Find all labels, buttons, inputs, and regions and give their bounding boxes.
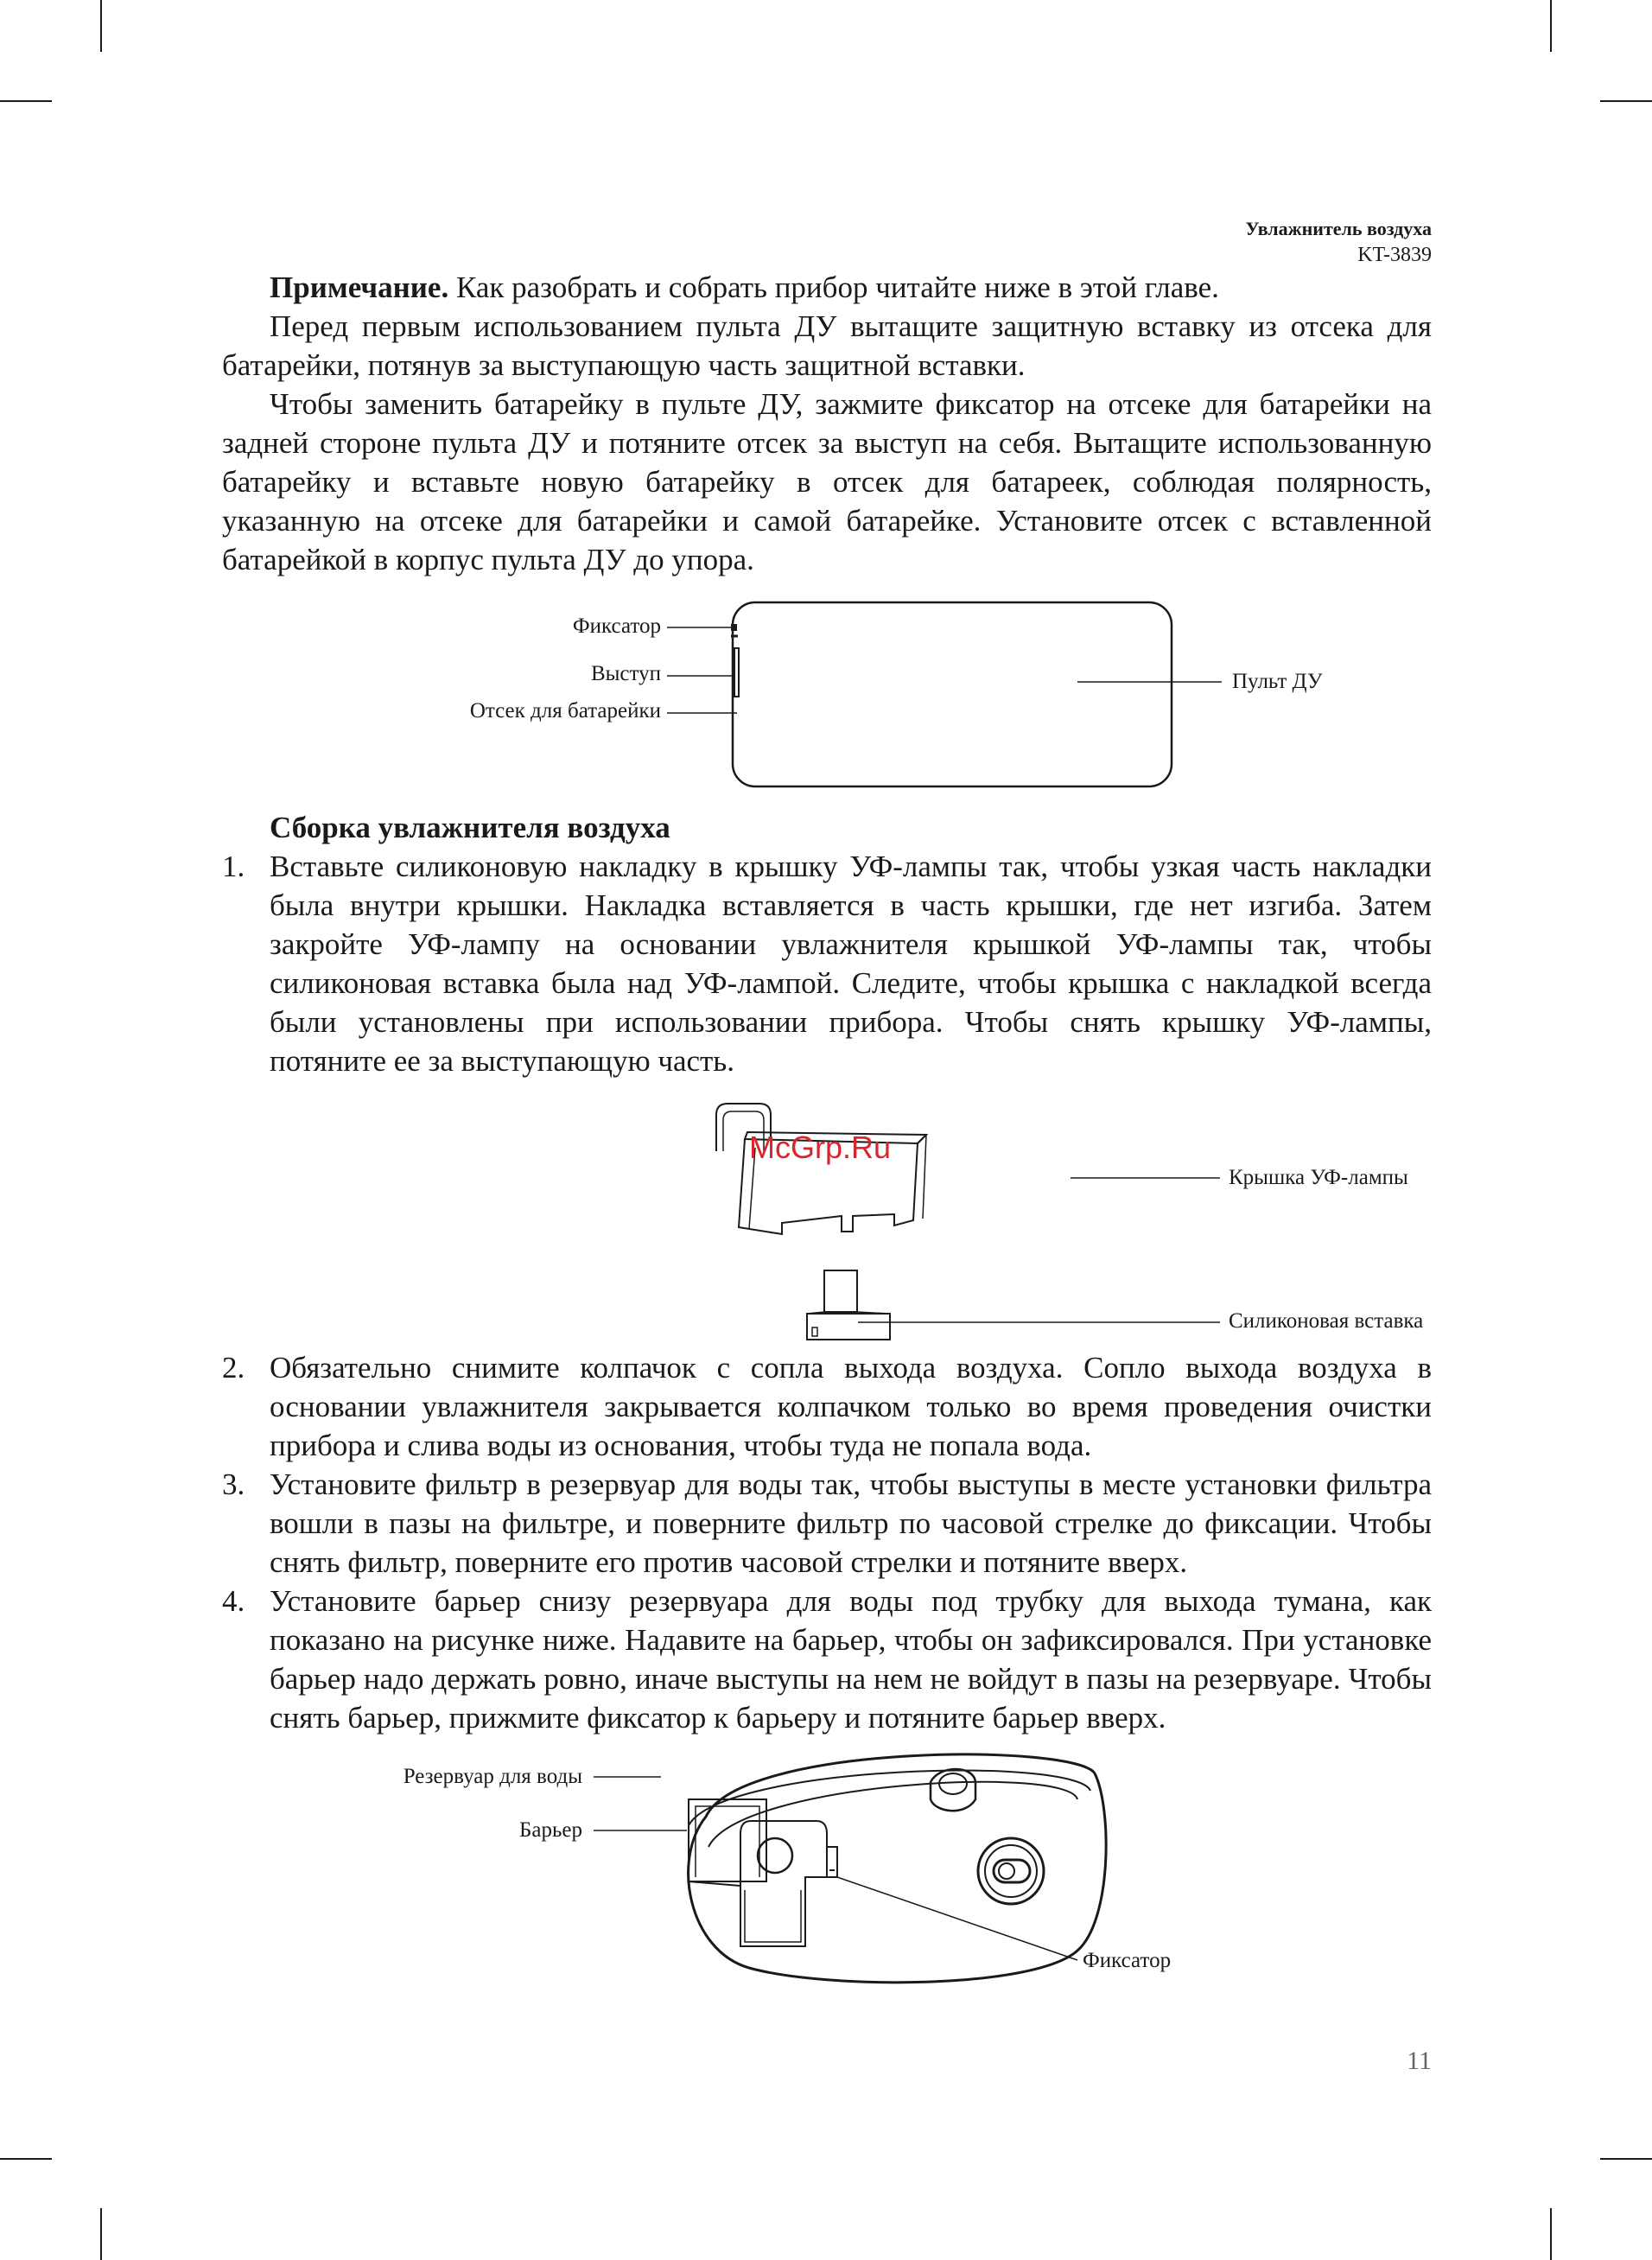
step-4	[222, 1582, 1432, 1737]
page-content	[222, 268, 1432, 1998]
step-text: Установите барьер снизу резервуара для воды под трубку для выхода тумана, как показано на рисунке ниже. Надавите на барьер, чтобы он зафиксировался. При установке барьер надо держать ровно, иначе выступы на нем не войдут в пазы на резервуаре. Чтобы снять барьер, прижмите фиксатор к барьеру и потяните барьер вверх.	[270, 1584, 1432, 1735]
crop-mark	[1600, 100, 1652, 102]
label-silicone-insert: Силиконовая вставка	[1229, 1309, 1424, 1333]
watermark: McGrp.Ru	[749, 1130, 892, 1165]
step-text: Вставьте силиконовую накладку в крышку УФ-лампы так, чтобы узкая часть накладки была внутри крышки. Накладка вставляется в часть крышки, где нет изгиба. Затем закройте УФ-лампу на основании увлажнителя крышкой УФ-лампы так, чтобы силиконовая вставка была над УФ-лампой. Следите, чтобы крышка с накладкой всегда были установлены при использовании прибора. Чтобы снять крышку УФ-лампы, потяните ее за выступающую часть.	[270, 850, 1432, 1078]
label-latch: Фиксатор	[572, 614, 661, 638]
label-tab: Выступ	[590, 662, 661, 685]
step-text: Обязательно снимите колпачок с сопла выхода воздуха. Сопло выхода воздуха в основании увлажнителя закрывается колпачком только во время проведения очистки прибора и слива воды из основания, чтобы туда не попала вода.	[270, 1351, 1432, 1462]
crop-mark	[100, 2208, 102, 2260]
note-text: Как разобрать и собрать прибор читайте ниже в этой главе.	[448, 271, 1219, 304]
label-water-tank: Резервуар для воды	[403, 1765, 582, 1788]
label-barrier: Барьер	[519, 1818, 582, 1842]
header-model: KT-3839	[1357, 244, 1432, 266]
intro-paragraph-1: Перед первым использованием пульта ДУ вытащите защитную вставку из отсека для батарейки, потянув за выступающую часть защитной вставки.	[222, 309, 1432, 382]
intro-paragraph-2: Чтобы заменить батарейку в пульте ДУ, зажмите фиксатор на отсеке для батарейки на задней стороне пульта ДУ и потяните отсек за выступ на себя. Вытащите использованную батарейку и вставьте новую батарейку в отсек для батареек, соблюдая полярность, указанную на отсеке для батарейки и самой батарейке. Установите отсек с вставленной батарейкой в корпус пульта ДУ до упора.	[222, 387, 1432, 576]
step-number: 1.	[222, 850, 245, 883]
crop-mark	[0, 100, 52, 102]
crop-mark	[1550, 2208, 1552, 2260]
crop-mark	[1600, 2158, 1652, 2160]
step-text: Установите фильтр в резервуар для воды так, чтобы выступы в месте установки фильтра вошли в пазы на фильтре, и поверните фильтр по часовой стрелке до фиксации. Чтобы снять фильтр, поверните его против часовой стрелки и потяните вверх.	[270, 1467, 1432, 1579]
label-battery-compartment: Отсек для батарейки	[469, 699, 661, 723]
note-label: Примечание.	[270, 271, 449, 304]
step-number: 2.	[222, 1351, 245, 1385]
step-2	[222, 1348, 1432, 1465]
assembly-heading: Сборка увлажнителя воздуха	[270, 811, 670, 844]
step-3	[222, 1465, 1432, 1582]
page-number: 11	[1407, 2047, 1432, 2075]
label-uv-cover: Крышка УФ-лампы	[1229, 1166, 1408, 1189]
step-1	[222, 847, 1432, 1080]
crop-mark	[0, 2158, 52, 2160]
label-remote: Пульт ДУ	[1232, 670, 1323, 693]
step-number: 3.	[222, 1467, 245, 1501]
header-title: Увлажнитель воздуха	[1245, 218, 1432, 239]
crop-mark	[1550, 0, 1552, 52]
running-header	[1245, 216, 1432, 268]
step-number: 4.	[222, 1584, 245, 1618]
label-tank-latch: Фиксатор	[1083, 1949, 1172, 1972]
note-paragraph	[222, 268, 1432, 307]
tank-figure	[222, 1748, 1432, 1998]
uv-cover-figure	[222, 1080, 1432, 1348]
crop-mark	[100, 0, 102, 52]
remote-figure	[222, 579, 1432, 808]
